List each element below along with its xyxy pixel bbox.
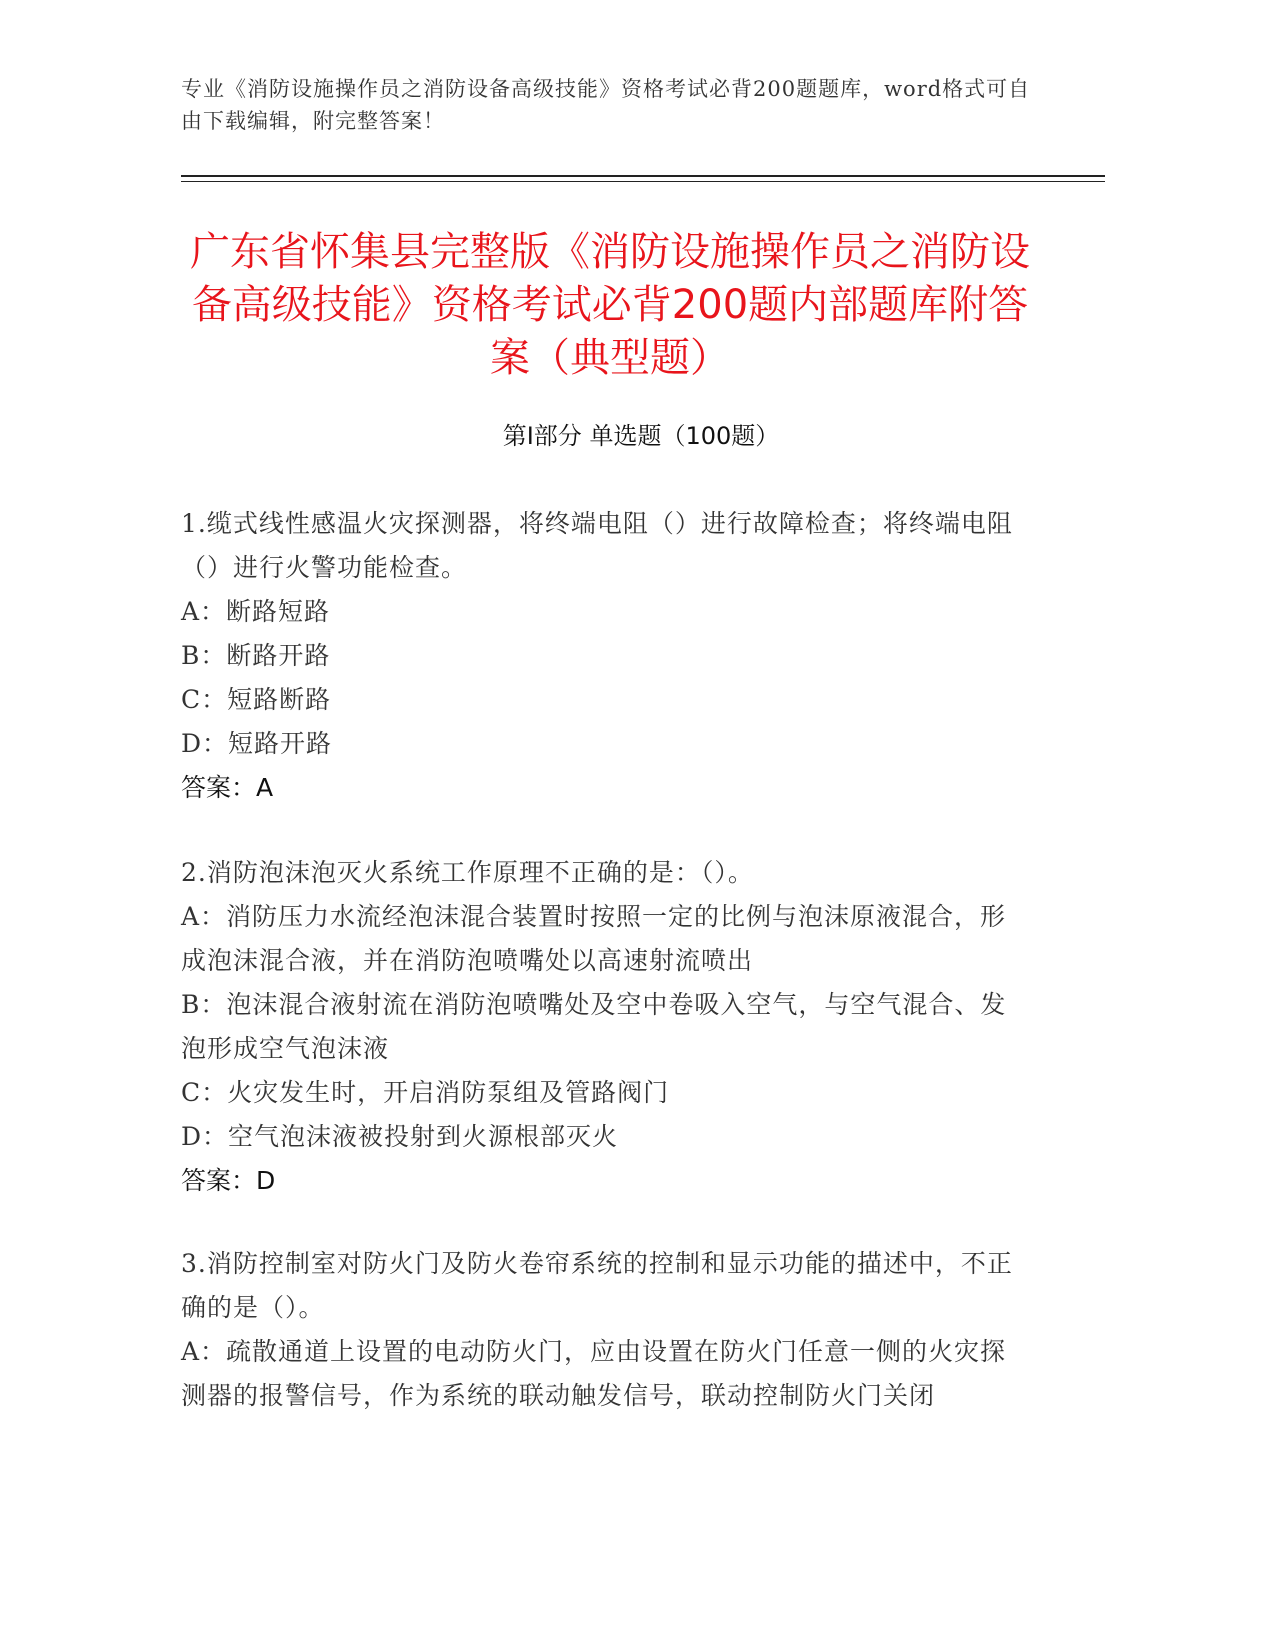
- question-3: [181, 1242, 1031, 1418]
- section-title: 第Ⅰ部分 单选题（100题）: [502, 422, 780, 450]
- header-note: 专业《消防设施操作员之消防设备高级技能》资格考试必背200题题库，word格式可自由下载编辑，附完整答案！: [181, 77, 1031, 133]
- option-d: D：短路开路: [181, 729, 333, 758]
- question-stem: 1.缆式线性感温火灾探测器，将终端电阻（）进行故障检查；将终端电阻（）进行火警功能检查。: [181, 509, 1013, 582]
- option-b: B：泡沫混合液射流在消防泡喷嘴处及空中卷吸入空气，与空气混合、发泡形成空气泡沫液: [181, 990, 1007, 1063]
- answer: 答案：D: [181, 1166, 276, 1195]
- question-stem: 3.消防控制室对防火门及防火卷帘系统的控制和显示功能的描述中，不正确的是（）。: [181, 1249, 1013, 1322]
- option-a: A：断路短路: [181, 597, 331, 626]
- header-rule-thin: [181, 181, 1105, 182]
- question-1: [181, 502, 1031, 810]
- option-d: D：空气泡沫液被投射到火源根部灭火: [181, 1122, 619, 1151]
- option-c: C：火灾发生时，开启消防泵组及管路阀门: [181, 1078, 670, 1107]
- option-b: B：断路开路: [181, 641, 331, 670]
- option-a: A：疏散通道上设置的电动防火门，应由设置在防火门任意一侧的火灾探测器的报警信号，作为系统的联动触发信号，联动控制防火门关闭: [181, 1337, 1007, 1410]
- option-a: A：消防压力水流经泡沫混合装置时按照一定的比例与泡沫原液混合，形成泡沫混合液，并在消防泡喷嘴处以高速射流喷出: [181, 902, 1007, 975]
- question-stem: 2.消防泡沫泡灭火系统工作原理不正确的是：（）。: [181, 858, 754, 887]
- question-2: [181, 851, 1031, 1203]
- option-c: C：短路断路: [181, 685, 332, 714]
- answer: 答案：A: [181, 773, 274, 802]
- document-title: 广东省怀集县完整版《消防设施操作员之消防设备高级技能》资格考试必背200题内部题库附答案（典型题）: [190, 229, 1030, 381]
- header-rule-thick: [181, 175, 1105, 177]
